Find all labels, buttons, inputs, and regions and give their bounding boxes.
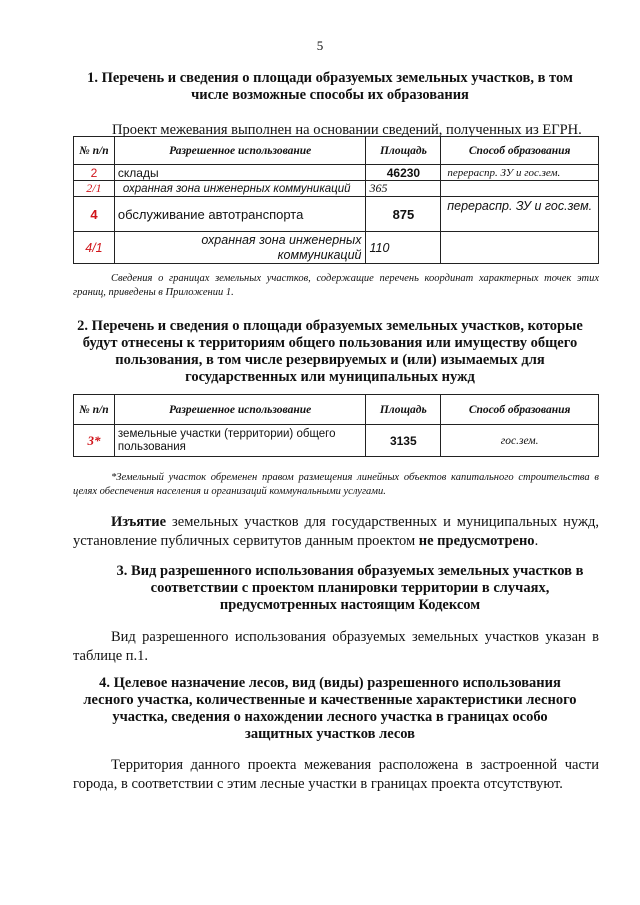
para-bold-end: не предусмотрено (418, 533, 535, 549)
col-header-num: № п/п (74, 395, 115, 425)
section3-title-line: предусмотренных настоящим Кодексом (219, 597, 481, 613)
section2-title-line: будут отнесены к территориям общего пользования или имуществу общего (82, 335, 578, 351)
row-area: 365 (366, 181, 441, 197)
row-num: 2 (74, 165, 115, 181)
row-num: 2/1 (74, 181, 115, 197)
section2-title (60, 318, 600, 386)
section2-table-header (74, 395, 599, 425)
row-area: 46230 (366, 165, 441, 181)
section4-title-line: защитных участков лесов (245, 726, 415, 742)
section2-title-line: пользования, в том числе резервируемых и (или) изымаемых для (115, 352, 545, 368)
row-method: гос.зем. (441, 425, 599, 457)
table-row (74, 165, 599, 181)
para-mid: земельных участков для государственных и муниципальных нужд, установление публичных сервитутов данным проектом (73, 514, 599, 549)
row-num: 3* (74, 425, 115, 457)
section4-paragraph: Территория данного проекта межевания расположена в застроенной части города, в соответствии с этим лесные участки в границах проекта отсутствуют. (73, 757, 599, 792)
table-row (74, 232, 599, 264)
row-use: охранная зона инженерных коммуникаций (114, 181, 366, 197)
section2-title-line: государственных или муниципальных нужд (185, 369, 475, 385)
section3-title-line: 3. Вид разрешенного использования образуемых земельных участков в (116, 563, 584, 579)
section2-title-line: 2. Перечень и сведения о площади образуемых земельных участков, которые (77, 318, 583, 334)
section2-paragraph (73, 513, 599, 551)
section1-table (73, 136, 599, 264)
section1-title (60, 70, 600, 104)
col-header-method: Способ образования (441, 137, 599, 165)
col-header-method: Способ образования (441, 395, 599, 425)
table-row (74, 425, 599, 457)
col-header-use: Разрешенное использование (114, 395, 365, 425)
row-area: 110 (366, 232, 441, 264)
col-header-use: Разрешенное использование (114, 137, 366, 165)
col-header-area: Площадь (366, 137, 441, 165)
section1-title-line1: 1. Перечень и сведения о площади образуемых земельных участков, в том (87, 70, 573, 86)
row-use: обслуживание автотранспорта (114, 197, 366, 232)
section1-table-header (74, 137, 599, 165)
section4-title-line: 4. Целевое назначение лесов, вид (виды) разрешенного использования (99, 675, 561, 691)
para-bold-start: Изъятие (111, 514, 167, 530)
section1-intro: Проект межевания выполнен на основании сведений, полученных из ЕГРН. (112, 122, 582, 138)
table-row (74, 181, 599, 197)
row-area: 875 (366, 197, 441, 232)
col-header-num: № п/п (74, 137, 115, 165)
row-method (441, 181, 599, 197)
section4-title-line: участка, сведения о нахождении лесного участка в границах особо (112, 709, 548, 725)
section3-title-line: соответствии с проектом планировки территории в случаях, (150, 580, 550, 596)
row-method: перераспр. ЗУ и гос.зем. (441, 197, 599, 232)
section2-note: *Земельный участок обременен правом размещения линейных объектов капитального строительства в целях обеспечения населения и организаций коммунальными услугами. (73, 472, 599, 497)
row-use: охранная зона инженерных коммуникаций (114, 232, 366, 264)
row-use: земельные участки (территории) общего пользования (114, 425, 365, 457)
section2-table (73, 394, 599, 457)
row-method: перераспр. ЗУ и гос.зем. (441, 165, 599, 181)
section3-title (100, 563, 600, 614)
para-tail: . (534, 533, 539, 549)
section1-title-line2: числе возможные способы их образования (191, 87, 469, 103)
row-num: 4 (74, 197, 115, 232)
row-use: склады (114, 165, 366, 181)
col-header-area: Площадь (366, 395, 441, 425)
section1-note: Сведения о границах земельных участков, содержащие перечень координат характерных точек этих границ, приведены в Приложении 1. (73, 273, 599, 298)
row-method (441, 232, 599, 264)
table-row (74, 197, 599, 232)
row-num: 4/1 (74, 232, 115, 264)
section4-title-line: лесного участка, количественные и качественные характеристики лесного (83, 692, 577, 708)
section3-paragraph: Вид разрешенного использования образуемых земельных участков указан в таблице п.1. (73, 629, 599, 664)
row-area: 3135 (366, 425, 441, 457)
page-number: 5 (316, 38, 324, 53)
section4-title (60, 675, 600, 743)
